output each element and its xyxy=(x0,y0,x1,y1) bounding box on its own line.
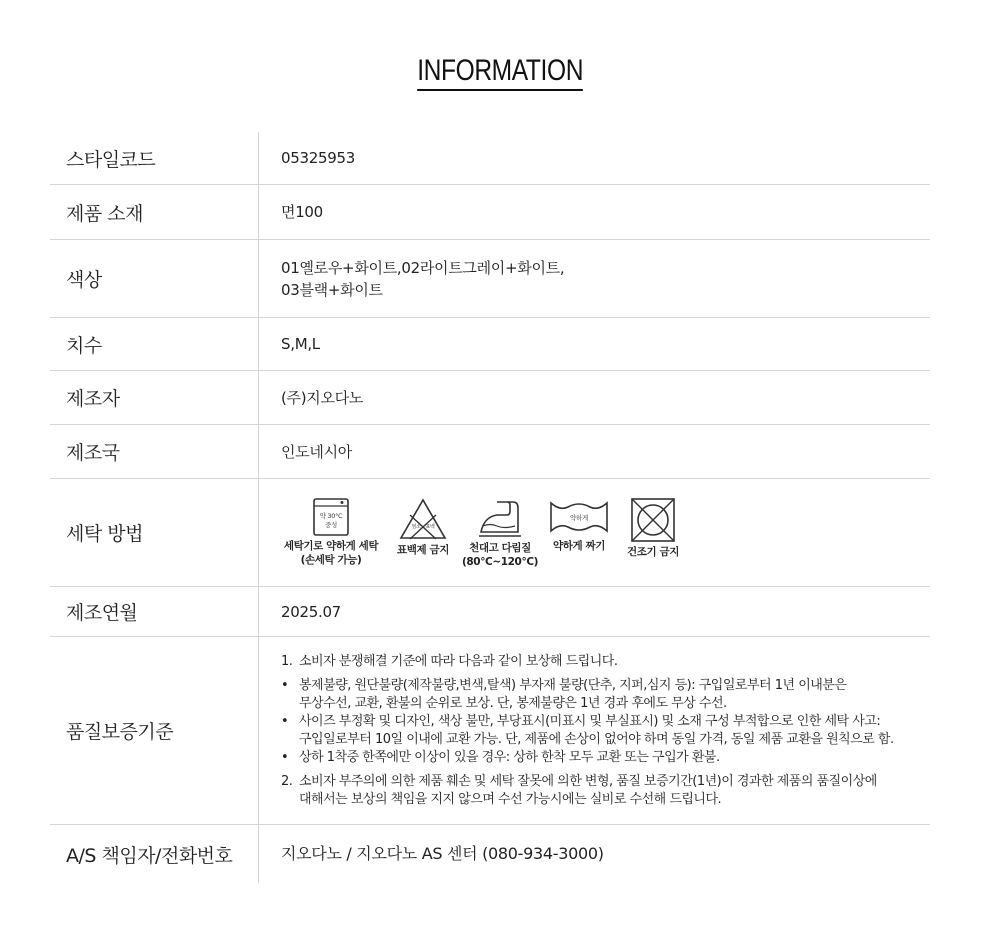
quality-number: 1. xyxy=(281,653,293,669)
row-label: 치수 xyxy=(66,334,102,357)
no-bleach-icon xyxy=(398,497,448,541)
row-value xyxy=(258,637,930,824)
row-value xyxy=(258,425,930,478)
quality-item xyxy=(281,653,930,671)
row-value xyxy=(258,371,930,424)
care-inner-text: 약하게 xyxy=(570,513,588,522)
care-caption: 표백제 금지 xyxy=(397,543,449,556)
info-table xyxy=(50,132,930,883)
row-label: 제조자 xyxy=(66,388,120,410)
quality-text: 상하 1착중 한쪽에만 이상이 있을 경우: 상하 한착 모두 교환 또는 구입가 환불. xyxy=(299,749,720,765)
care-item xyxy=(393,497,453,557)
manufacturer-value: (주)지오다노 xyxy=(281,388,364,407)
bullet-mark: • xyxy=(281,749,289,765)
row-style-code xyxy=(50,132,930,185)
quality-bullet xyxy=(281,749,930,767)
quality-text: 대해서는 보상의 책임을 지지 않으며 수선 가능시에는 실비로 수선해 드립니다. xyxy=(299,791,722,807)
row-value xyxy=(258,587,930,636)
bullet-mark: • xyxy=(281,677,289,693)
care-caption: 세탁기로 약하게 세탁 (손세탁 가능) xyxy=(283,539,379,566)
row-manufacture-date xyxy=(50,587,930,637)
row-value xyxy=(258,479,930,586)
care-inner-text: 표백 xyxy=(425,523,435,530)
color-value-line: 03블랙+화이트 xyxy=(281,280,383,299)
quality-bullet xyxy=(281,677,930,713)
color-value-line: 01옐로우+화이트,02라이트그레이+화이트, xyxy=(281,258,565,277)
quality-text: 사이즈 부정확 및 디자인, 색상 불만, 부당표시(미표시 및 부실표시) 및 소재 구성 부적합으로 인한 세탁 사고: xyxy=(299,713,881,729)
iron-cloth-icon xyxy=(477,497,523,539)
care-inner-text: 약 30°C xyxy=(319,511,343,520)
row-value xyxy=(258,318,930,370)
bullet-mark: • xyxy=(281,713,289,729)
size-value: S,M,L xyxy=(281,335,320,353)
hand-wash-30-icon xyxy=(311,497,351,537)
quality-item xyxy=(281,773,930,809)
care-caption: 천대고 다림질 (80°C~120°C) xyxy=(461,541,539,568)
row-material xyxy=(50,185,930,240)
quality-text: 구입일로부터 10일 이내에 교환 가능. 단, 제품에 손상이 없어야 하며 동일 가격, 동일 제품 교환을 원칙으로 함. xyxy=(299,731,894,747)
country-value: 인도네시아 xyxy=(281,442,352,461)
row-label: A/S 책임자/전화번호 xyxy=(66,844,233,867)
style-code-value: 05325953 xyxy=(281,149,355,167)
quality-text: 무상수선, 교환, 환불의 순위로 보상. 단, 봉제불량은 1년 경과 후에도 무상 수선. xyxy=(299,695,727,711)
no-tumble-dry-icon xyxy=(630,497,676,543)
row-after-service xyxy=(50,825,930,883)
row-label: 제품 소재 xyxy=(66,202,143,225)
row-label: 색상 xyxy=(66,269,102,291)
row-care xyxy=(50,479,930,587)
quality-text: 소비자 분쟁해결 기준에 따라 다음과 같이 보상해 드립니다. xyxy=(299,653,618,669)
row-country xyxy=(50,425,930,479)
row-size xyxy=(50,318,930,371)
quality-text: 소비자 부주의에 의한 제품 훼손 및 세탁 잘못에 의한 변형, 품질 보증기간(1년)이 경과한 제품의 품질이상에 xyxy=(299,773,877,789)
care-item xyxy=(621,497,685,559)
care-caption: 건조기 금지 xyxy=(627,545,679,558)
row-label: 스타일코드 xyxy=(66,148,156,171)
row-manufacturer xyxy=(50,371,930,425)
row-value xyxy=(258,825,930,883)
row-color xyxy=(50,240,930,318)
row-value xyxy=(258,185,930,239)
material-value: 면100 xyxy=(281,203,323,221)
row-value xyxy=(258,240,930,317)
row-label: 품질보증기준 xyxy=(66,721,174,743)
row-quality-standard xyxy=(50,637,930,825)
quality-bullet xyxy=(281,713,930,749)
row-label: 세탁 방법 xyxy=(66,523,143,545)
page-title: INFORMATION xyxy=(417,54,583,91)
quality-text: 봉제불량, 원단불량(제작불량,변색,탈색) 부자재 불량(단추, 지퍼,심지 등): 구입일로부터 1년 이내분은 xyxy=(299,677,847,693)
care-icons xyxy=(279,497,930,569)
after-service-value: 지오다노 / 지오다노 AS 센터 (080-934-3000) xyxy=(281,844,604,863)
manufacture-date-value: 2025.07 xyxy=(281,602,341,621)
care-caption: 약하게 짜기 xyxy=(553,539,605,552)
row-value xyxy=(258,132,930,184)
gentle-wring-icon xyxy=(548,497,610,537)
row-label: 제조국 xyxy=(66,442,120,464)
care-item xyxy=(547,497,611,553)
row-label: 제조연월 xyxy=(66,602,138,624)
care-item xyxy=(463,497,537,569)
care-inner-text: 중성 xyxy=(325,520,337,529)
care-item xyxy=(279,497,383,567)
care-inner-text: 염소 xyxy=(411,523,421,530)
quality-number: 2. xyxy=(281,773,293,789)
